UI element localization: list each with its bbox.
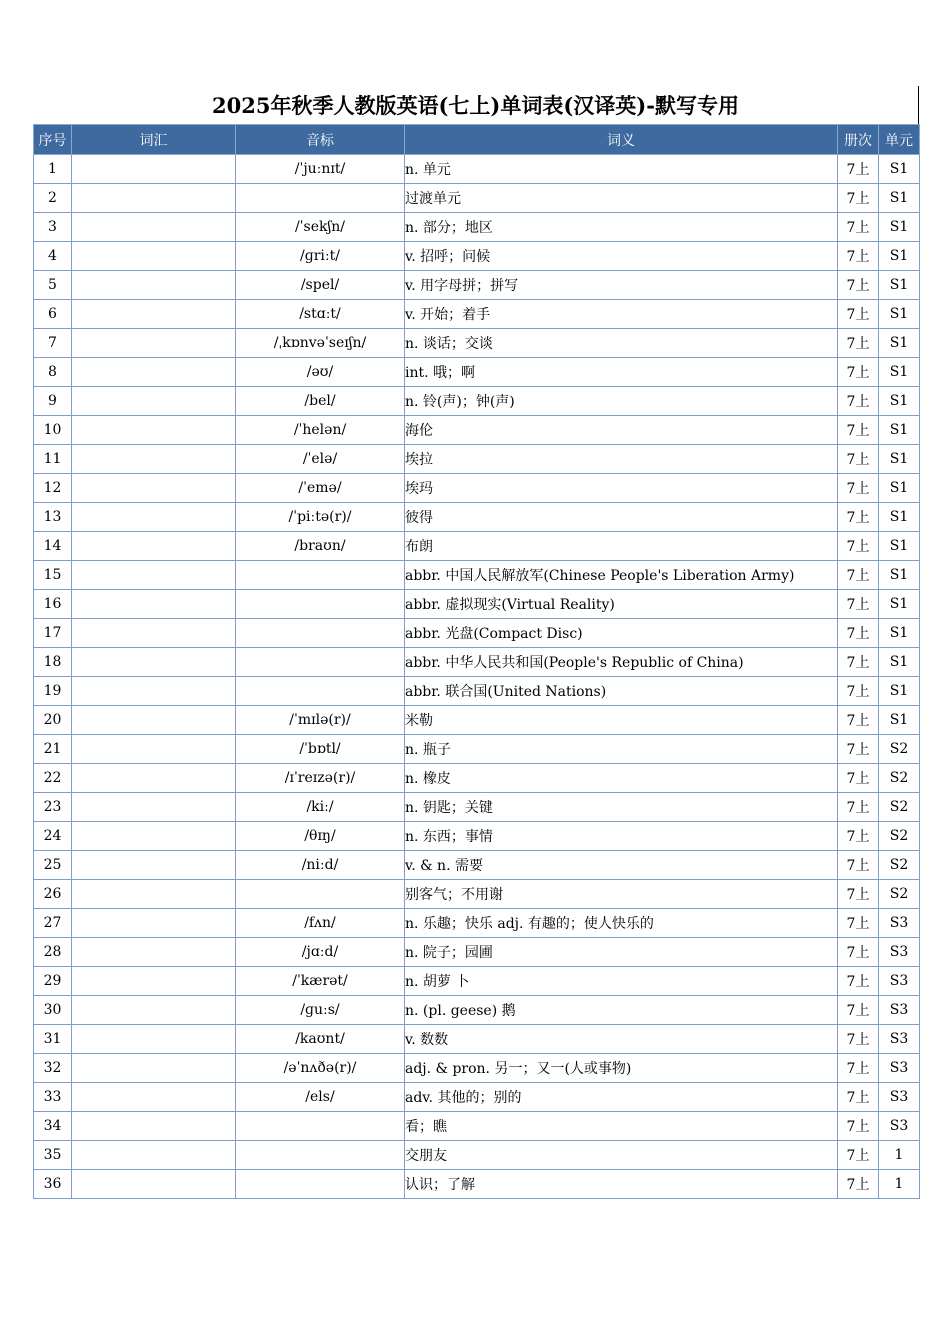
header-volume: 册次 <box>838 125 879 155</box>
row-number: 16 <box>34 590 72 619</box>
table-row <box>34 619 920 648</box>
unit-cell: S2 <box>879 851 920 880</box>
meaning-cell: 海伦 <box>405 416 838 445</box>
meaning-cell: abbr. 联合国(United Nations) <box>405 677 838 706</box>
row-number: 8 <box>34 358 72 387</box>
phonetic-cell: /ˈkærət/ <box>236 967 405 996</box>
word-cell <box>72 590 236 619</box>
meaning-cell: n. 单元 <box>405 155 838 184</box>
row-number: 22 <box>34 764 72 793</box>
meaning-cell: adv. 其他的；别的 <box>405 1083 838 1112</box>
table-row <box>34 909 920 938</box>
table-row <box>34 677 920 706</box>
word-cell <box>72 416 236 445</box>
table-row <box>34 1141 920 1170</box>
volume-cell: 7上 <box>838 880 879 909</box>
row-number: 25 <box>34 851 72 880</box>
volume-cell: 7上 <box>838 445 879 474</box>
row-number: 14 <box>34 532 72 561</box>
table-row <box>34 329 920 358</box>
meaning-cell: n. 院子；园圃 <box>405 938 838 967</box>
meaning-cell: abbr. 中华人民共和国(People's Republic of China) <box>405 648 838 677</box>
row-number: 18 <box>34 648 72 677</box>
volume-cell: 7上 <box>838 1141 879 1170</box>
phonetic-cell: /ˈpiːtə(r)/ <box>236 503 405 532</box>
word-cell <box>72 735 236 764</box>
word-cell <box>72 677 236 706</box>
table-row <box>34 967 920 996</box>
table-row <box>34 1112 920 1141</box>
phonetic-cell: /braʊn/ <box>236 532 405 561</box>
unit-cell: S1 <box>879 677 920 706</box>
word-cell <box>72 880 236 909</box>
row-number: 15 <box>34 561 72 590</box>
table-row <box>34 561 920 590</box>
meaning-cell: 米勒 <box>405 706 838 735</box>
row-number: 26 <box>34 880 72 909</box>
word-cell <box>72 793 236 822</box>
word-cell <box>72 184 236 213</box>
volume-cell: 7上 <box>838 300 879 329</box>
meaning-cell: n. 瓶子 <box>405 735 838 764</box>
row-number: 34 <box>34 1112 72 1141</box>
phonetic-cell: /ˈbɒtl/ <box>236 735 405 764</box>
word-cell <box>72 474 236 503</box>
row-number: 33 <box>34 1083 72 1112</box>
table-row <box>34 503 920 532</box>
volume-cell: 7上 <box>838 1112 879 1141</box>
header-unit: 单元 <box>879 125 920 155</box>
word-cell <box>72 851 236 880</box>
table-row <box>34 474 920 503</box>
table-row <box>34 358 920 387</box>
volume-cell: 7上 <box>838 851 879 880</box>
word-cell <box>72 1170 236 1199</box>
unit-cell: S1 <box>879 445 920 474</box>
phonetic-cell <box>236 619 405 648</box>
row-number: 30 <box>34 996 72 1025</box>
volume-cell: 7上 <box>838 590 879 619</box>
unit-cell: 1 <box>879 1141 920 1170</box>
meaning-cell: v. & n. 需要 <box>405 851 838 880</box>
row-number: 20 <box>34 706 72 735</box>
unit-cell: S1 <box>879 648 920 677</box>
meaning-cell: 别客气；不用谢 <box>405 880 838 909</box>
word-cell <box>72 503 236 532</box>
volume-cell: 7上 <box>838 619 879 648</box>
phonetic-cell: /ɪˈreɪzə(r)/ <box>236 764 405 793</box>
table-row <box>34 764 920 793</box>
table-row <box>34 822 920 851</box>
meaning-cell: abbr. 虚拟现实(Virtual Reality) <box>405 590 838 619</box>
phonetic-cell: /ˌkɒnvəˈseɪʃn/ <box>236 329 405 358</box>
meaning-cell: 埃拉 <box>405 445 838 474</box>
meaning-cell: int. 哦；啊 <box>405 358 838 387</box>
row-number: 7 <box>34 329 72 358</box>
phonetic-cell: /ˈelə/ <box>236 445 405 474</box>
header-meaning: 词义 <box>405 125 838 155</box>
volume-cell: 7上 <box>838 677 879 706</box>
meaning-cell: adj. & pron. 另一；又一(人或事物) <box>405 1054 838 1083</box>
meaning-cell: 认识；了解 <box>405 1170 838 1199</box>
phonetic-cell: /ˈhelən/ <box>236 416 405 445</box>
header-no: 序号 <box>34 125 72 155</box>
meaning-cell: v. 招呼；问候 <box>405 242 838 271</box>
volume-cell: 7上 <box>838 1054 879 1083</box>
row-number: 32 <box>34 1054 72 1083</box>
unit-cell: S1 <box>879 242 920 271</box>
table-row <box>34 271 920 300</box>
table-row <box>34 1170 920 1199</box>
unit-cell: S1 <box>879 329 920 358</box>
table-row <box>34 793 920 822</box>
row-number: 12 <box>34 474 72 503</box>
phonetic-cell: /əʊ/ <box>236 358 405 387</box>
word-cell <box>72 909 236 938</box>
meaning-cell: abbr. 中国人民解放军(Chinese People's Liberation Army) <box>405 561 838 590</box>
phonetic-cell: /fʌn/ <box>236 909 405 938</box>
meaning-cell: 看；瞧 <box>405 1112 838 1141</box>
phonetic-cell: /jɑːd/ <box>236 938 405 967</box>
table-row <box>34 213 920 242</box>
unit-cell: S1 <box>879 590 920 619</box>
volume-cell: 7上 <box>838 474 879 503</box>
word-cell <box>72 619 236 648</box>
table-row <box>34 300 920 329</box>
row-number: 5 <box>34 271 72 300</box>
meaning-cell: n. 橡皮 <box>405 764 838 793</box>
row-number: 21 <box>34 735 72 764</box>
volume-cell: 7上 <box>838 822 879 851</box>
phonetic-cell: /kaʊnt/ <box>236 1025 405 1054</box>
unit-cell: S2 <box>879 822 920 851</box>
meaning-cell: n. (pl. geese) 鹅 <box>405 996 838 1025</box>
table-row <box>34 590 920 619</box>
volume-cell: 7上 <box>838 735 879 764</box>
row-number: 27 <box>34 909 72 938</box>
meaning-cell: n. 铃(声)；钟(声) <box>405 387 838 416</box>
unit-cell: S1 <box>879 300 920 329</box>
volume-cell: 7上 <box>838 416 879 445</box>
row-number: 4 <box>34 242 72 271</box>
row-number: 6 <box>34 300 72 329</box>
word-cell <box>72 648 236 677</box>
unit-cell: S1 <box>879 503 920 532</box>
volume-cell: 7上 <box>838 503 879 532</box>
unit-cell: S1 <box>879 619 920 648</box>
row-number: 35 <box>34 1141 72 1170</box>
phonetic-cell <box>236 561 405 590</box>
phonetic-cell: /stɑːt/ <box>236 300 405 329</box>
table-row <box>34 648 920 677</box>
row-number: 31 <box>34 1025 72 1054</box>
row-number: 1 <box>34 155 72 184</box>
meaning-cell: v. 用字母拼；拼写 <box>405 271 838 300</box>
phonetic-cell <box>236 677 405 706</box>
volume-cell: 7上 <box>838 648 879 677</box>
volume-cell: 7上 <box>838 242 879 271</box>
phonetic-cell: /ˈsekʃn/ <box>236 213 405 242</box>
table-row <box>34 242 920 271</box>
volume-cell: 7上 <box>838 561 879 590</box>
unit-cell: S1 <box>879 271 920 300</box>
word-cell <box>72 764 236 793</box>
unit-cell: S2 <box>879 764 920 793</box>
unit-cell: S1 <box>879 184 920 213</box>
unit-cell: S1 <box>879 706 920 735</box>
row-number: 9 <box>34 387 72 416</box>
unit-cell: S3 <box>879 1112 920 1141</box>
unit-cell: S1 <box>879 358 920 387</box>
meaning-cell: abbr. 光盘(Compact Disc) <box>405 619 838 648</box>
word-cell <box>72 271 236 300</box>
phonetic-cell: /ɡuːs/ <box>236 996 405 1025</box>
volume-cell: 7上 <box>838 532 879 561</box>
row-number: 11 <box>34 445 72 474</box>
meaning-cell: 彼得 <box>405 503 838 532</box>
meaning-cell: v. 开始；着手 <box>405 300 838 329</box>
phonetic-cell: /kiː/ <box>236 793 405 822</box>
phonetic-cell <box>236 1112 405 1141</box>
phonetic-cell <box>236 590 405 619</box>
phonetic-cell: /bel/ <box>236 387 405 416</box>
table-row <box>34 1054 920 1083</box>
unit-cell: S3 <box>879 1025 920 1054</box>
word-cell <box>72 706 236 735</box>
row-number: 19 <box>34 677 72 706</box>
meaning-cell: n. 部分；地区 <box>405 213 838 242</box>
word-cell <box>72 532 236 561</box>
unit-cell: S2 <box>879 735 920 764</box>
word-cell <box>72 155 236 184</box>
volume-cell: 7上 <box>838 155 879 184</box>
phonetic-cell <box>236 1141 405 1170</box>
row-number: 17 <box>34 619 72 648</box>
row-number: 29 <box>34 967 72 996</box>
volume-cell: 7上 <box>838 213 879 242</box>
page-title: 2025年秋季人教版英语(七上)单词表(汉译英)-默写专用 <box>212 93 739 118</box>
unit-cell: S1 <box>879 387 920 416</box>
unit-cell: S3 <box>879 938 920 967</box>
table-row <box>34 532 920 561</box>
table-row <box>34 938 920 967</box>
word-cell <box>72 213 236 242</box>
table-row <box>34 416 920 445</box>
word-cell <box>72 938 236 967</box>
volume-cell: 7上 <box>838 764 879 793</box>
word-cell <box>72 822 236 851</box>
volume-cell: 7上 <box>838 329 879 358</box>
row-number: 24 <box>34 822 72 851</box>
word-cell <box>72 967 236 996</box>
unit-cell: S1 <box>879 474 920 503</box>
unit-cell: S3 <box>879 967 920 996</box>
phonetic-cell: /ˈemə/ <box>236 474 405 503</box>
table-row <box>34 1083 920 1112</box>
table-row <box>34 184 920 213</box>
phonetic-cell: /els/ <box>236 1083 405 1112</box>
header-word: 词汇 <box>72 125 236 155</box>
word-cell <box>72 300 236 329</box>
row-number: 10 <box>34 416 72 445</box>
volume-cell: 7上 <box>838 967 879 996</box>
word-cell <box>72 996 236 1025</box>
phonetic-cell: /əˈnʌðə(r)/ <box>236 1054 405 1083</box>
table-row <box>34 996 920 1025</box>
phonetic-cell <box>236 184 405 213</box>
volume-cell: 7上 <box>838 184 879 213</box>
word-cell <box>72 1054 236 1083</box>
unit-cell: S1 <box>879 561 920 590</box>
unit-cell: S1 <box>879 213 920 242</box>
table-row <box>34 1025 920 1054</box>
volume-cell: 7上 <box>838 996 879 1025</box>
unit-cell: S1 <box>879 532 920 561</box>
meaning-cell: 交朋友 <box>405 1141 838 1170</box>
row-number: 3 <box>34 213 72 242</box>
phonetic-cell: /spel/ <box>236 271 405 300</box>
volume-cell: 7上 <box>838 1025 879 1054</box>
volume-cell: 7上 <box>838 909 879 938</box>
header-phonetic: 音标 <box>236 125 405 155</box>
title-divider <box>918 86 919 124</box>
meaning-cell: n. 乐趣；快乐 adj. 有趣的；使人快乐的 <box>405 909 838 938</box>
word-cell <box>72 1141 236 1170</box>
volume-cell: 7上 <box>838 793 879 822</box>
meaning-cell: 布朗 <box>405 532 838 561</box>
phonetic-cell: /ˈmɪlə(r)/ <box>236 706 405 735</box>
volume-cell: 7上 <box>838 358 879 387</box>
volume-cell: 7上 <box>838 1170 879 1199</box>
word-cell <box>72 358 236 387</box>
word-cell <box>72 242 236 271</box>
word-cell <box>72 445 236 474</box>
word-cell <box>72 387 236 416</box>
table-row <box>34 735 920 764</box>
unit-cell: S3 <box>879 1054 920 1083</box>
phonetic-cell <box>236 1170 405 1199</box>
phonetic-cell: /ˈjuːnɪt/ <box>236 155 405 184</box>
row-number: 36 <box>34 1170 72 1199</box>
meaning-cell: n. 东西；事情 <box>405 822 838 851</box>
table-row <box>34 851 920 880</box>
row-number: 2 <box>34 184 72 213</box>
unit-cell: S3 <box>879 1083 920 1112</box>
meaning-cell: v. 数数 <box>405 1025 838 1054</box>
row-number: 13 <box>34 503 72 532</box>
unit-cell: S2 <box>879 793 920 822</box>
row-number: 28 <box>34 938 72 967</box>
table-row <box>34 706 920 735</box>
phonetic-cell: /niːd/ <box>236 851 405 880</box>
table-header-row <box>34 125 920 155</box>
vocabulary-table <box>33 124 920 1199</box>
meaning-cell: 埃玛 <box>405 474 838 503</box>
word-cell <box>72 561 236 590</box>
unit-cell: S3 <box>879 909 920 938</box>
phonetic-cell <box>236 648 405 677</box>
word-cell <box>72 329 236 358</box>
phonetic-cell <box>236 880 405 909</box>
meaning-cell: n. 谈话；交谈 <box>405 329 838 358</box>
volume-cell: 7上 <box>838 1083 879 1112</box>
unit-cell: S1 <box>879 155 920 184</box>
word-cell <box>72 1112 236 1141</box>
table-row <box>34 880 920 909</box>
word-cell <box>72 1083 236 1112</box>
table-row <box>34 445 920 474</box>
meaning-cell: 过渡单元 <box>405 184 838 213</box>
unit-cell: 1 <box>879 1170 920 1199</box>
volume-cell: 7上 <box>838 938 879 967</box>
unit-cell: S1 <box>879 416 920 445</box>
unit-cell: S2 <box>879 880 920 909</box>
meaning-cell: n. 钥匙；关键 <box>405 793 838 822</box>
phonetic-cell: /θɪŋ/ <box>236 822 405 851</box>
word-cell <box>72 1025 236 1054</box>
phonetic-cell: /ɡriːt/ <box>236 242 405 271</box>
volume-cell: 7上 <box>838 271 879 300</box>
table-row <box>34 155 920 184</box>
volume-cell: 7上 <box>838 706 879 735</box>
table-row <box>34 387 920 416</box>
volume-cell: 7上 <box>838 387 879 416</box>
unit-cell: S3 <box>879 996 920 1025</box>
row-number: 23 <box>34 793 72 822</box>
meaning-cell: n. 胡萝 卜 <box>405 967 838 996</box>
